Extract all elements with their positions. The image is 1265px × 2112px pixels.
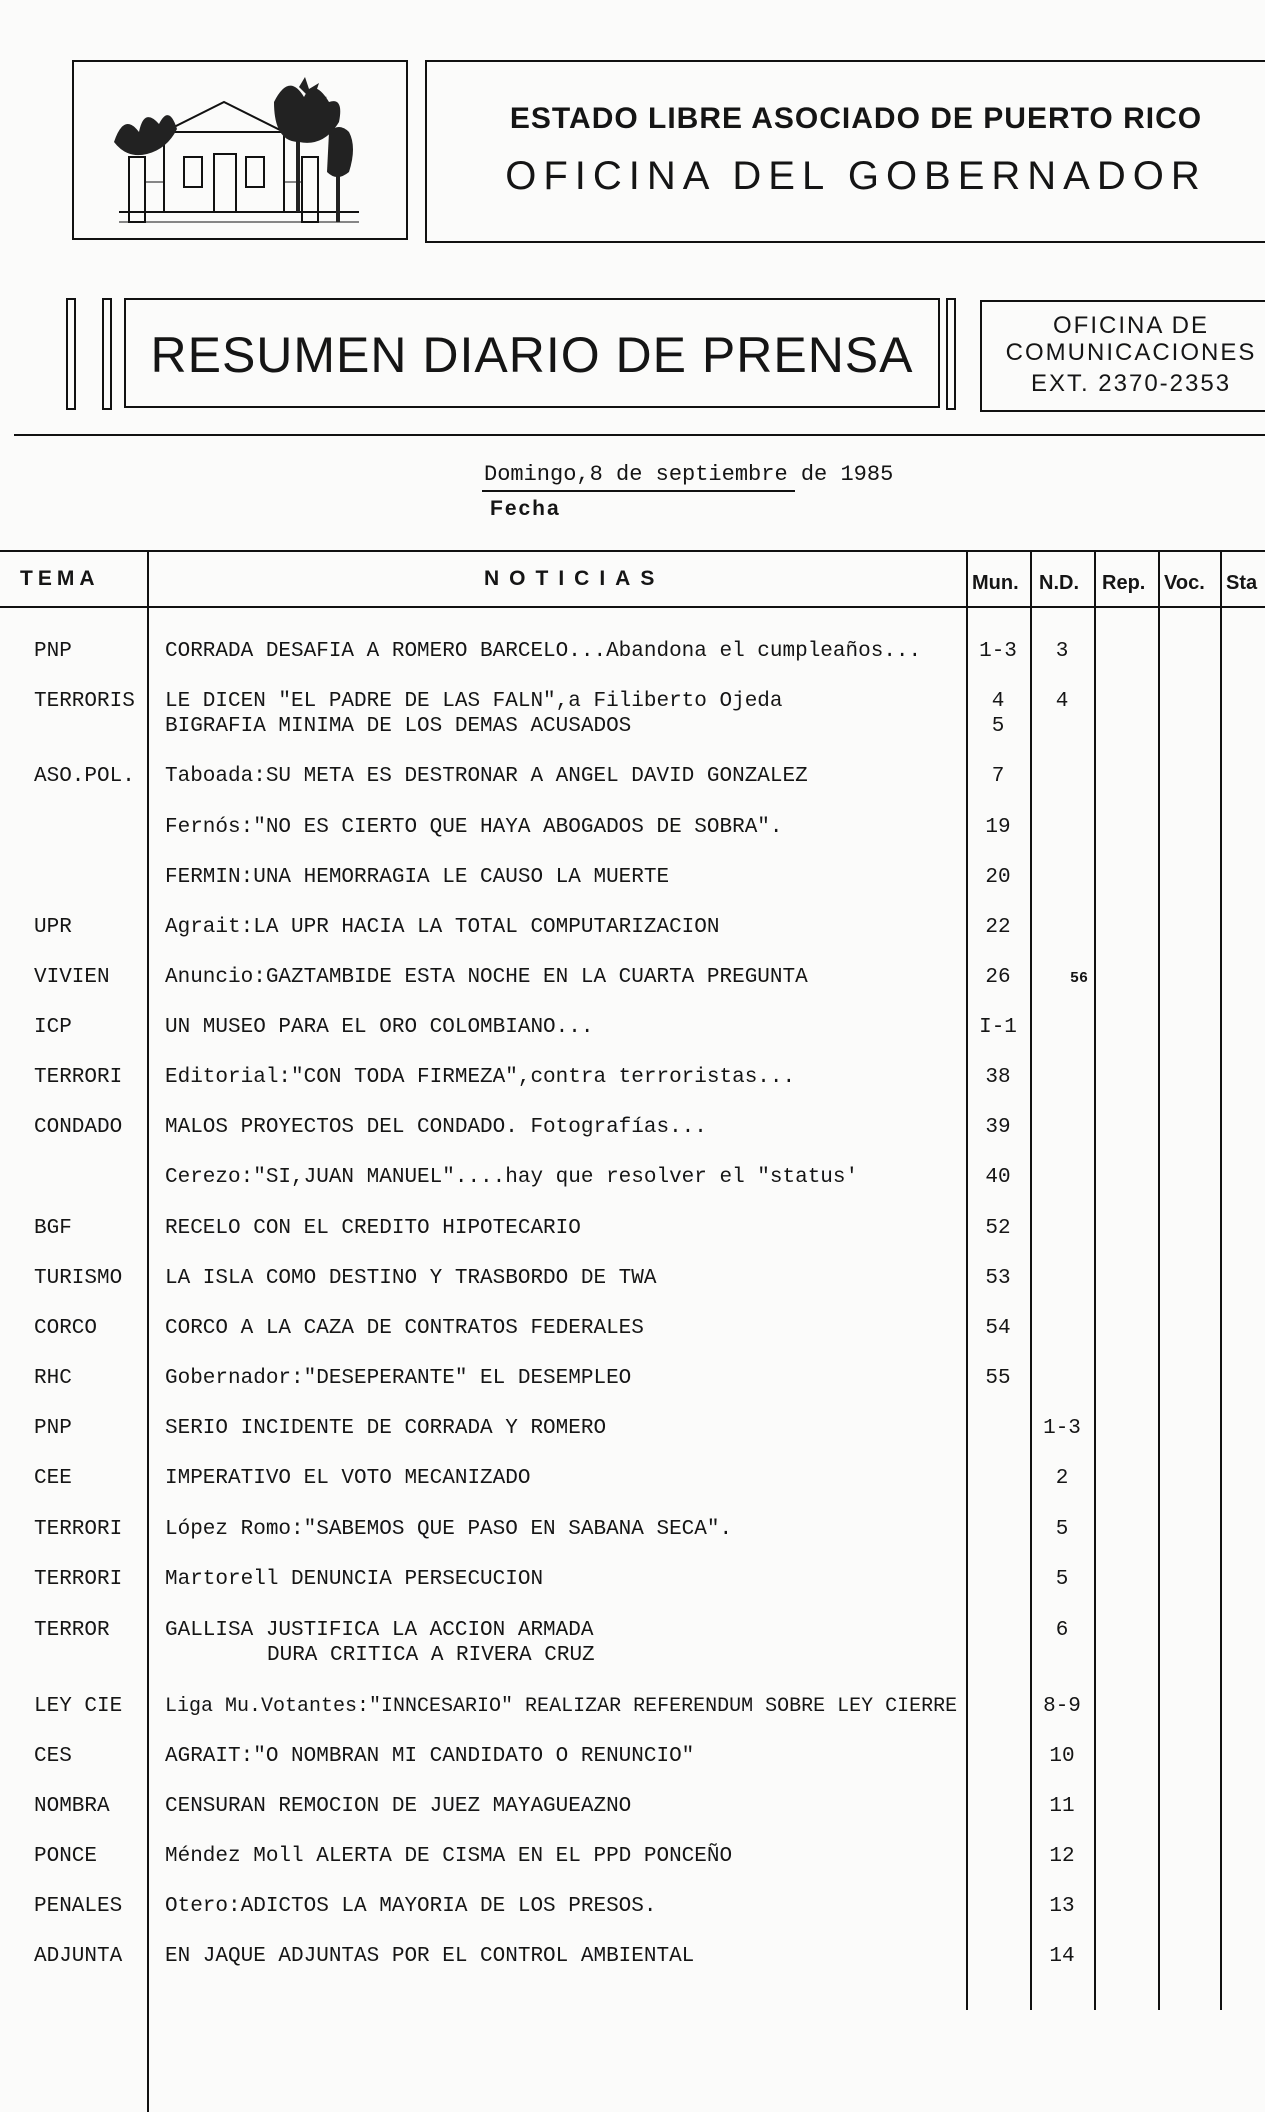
row-noticia: DURA CRITICA A RIVERA CRUZ — [267, 1644, 595, 1667]
row-nd: 5 — [1055, 1568, 1069, 1591]
row-nd: 8-9 — [1043, 1695, 1081, 1718]
letterhead-title-box — [425, 60, 1265, 243]
row-mun: 52 — [985, 1217, 1011, 1240]
row-noticia: BIGRAFIA MINIMA DE LOS DEMAS ACUSADOS — [165, 715, 632, 738]
header-noticias: NOTICIAS — [484, 567, 665, 590]
row-noticia: RECELO CON EL CREDITO HIPOTECARIO — [165, 1217, 581, 1240]
header-voc: Voc. — [1164, 572, 1205, 594]
row-mun: 7 — [991, 765, 1005, 788]
row-nd: 1-3 — [1043, 1417, 1081, 1440]
row-noticia: Taboada:SU META ES DESTRONAR A ANGEL DAVID GONZALEZ — [165, 765, 808, 788]
row-nd: 13 — [1049, 1895, 1075, 1918]
banner-title: RESUMEN DIARIO DE PRENSA — [150, 327, 914, 383]
header-mun: Mun. — [972, 572, 1019, 594]
row-tema: ADJUNTA — [34, 1945, 123, 1968]
row-tema: LEY CIE — [34, 1695, 123, 1718]
row-noticia: EN JAQUE ADJUNTAS POR EL CONTROL AMBIENTAL — [165, 1945, 695, 1968]
row-tema: TERRORI — [34, 1066, 123, 1089]
row-nd: 12 — [1049, 1845, 1075, 1868]
row-tema: CONDADO — [34, 1116, 123, 1139]
date-underline — [482, 490, 795, 492]
row-noticia: IMPERATIVO EL VOTO MECANIZADO — [165, 1467, 531, 1490]
row-tema: VIVIEN — [34, 966, 110, 989]
date-value: Domingo,8 de septiembre de 1985 — [484, 462, 894, 487]
row-tema: NOMBRA — [34, 1795, 110, 1818]
row-noticia: SERIO INCIDENTE DE CORRADA Y ROMERO — [165, 1417, 607, 1440]
row-mun: 1-3 — [979, 640, 1017, 663]
row-mun: 55 — [985, 1367, 1011, 1390]
state-name: ESTADO LIBRE ASOCIADO DE PUERTO RICO — [509, 102, 1203, 135]
row-noticia: Anuncio:GAZTAMBIDE ESTA NOCHE EN LA CUARTA PREGUNTA — [165, 966, 808, 989]
row-tema: UPR — [34, 916, 72, 939]
row-tema: PNP — [34, 1417, 72, 1440]
row-mun: 4 — [991, 690, 1005, 713]
row-noticia: Agrait:LA UPR HACIA LA TOTAL COMPUTARIZACION — [165, 916, 720, 939]
letterhead-logo-box — [72, 60, 408, 240]
table-top-border — [0, 550, 1265, 552]
row-noticia: Martorell DENUNCIA PERSECUCION — [165, 1568, 544, 1591]
row-nd: 2 — [1055, 1467, 1069, 1490]
header-nd: N.D. — [1039, 572, 1079, 594]
row-mun: 26 — [985, 966, 1011, 989]
row-mun: 5 — [991, 715, 1005, 738]
row-nd: 14 — [1049, 1945, 1075, 1968]
row-noticia: LE DICEN "EL PADRE DE LAS FALN",a Filiberto Ojeda — [165, 690, 783, 713]
row-noticia: Gobernador:"DESEPERANTE" EL DESEMPLEO — [165, 1367, 632, 1390]
row-mun: 53 — [985, 1267, 1011, 1290]
row-tema: TERRORI — [34, 1518, 123, 1541]
communications-box — [980, 300, 1265, 412]
row-tema: ICP — [34, 1016, 72, 1039]
row-tema: TERRORIS — [34, 690, 135, 713]
row-mun: 54 — [985, 1317, 1011, 1340]
rep-column-divider — [1158, 550, 1160, 2010]
tema-column-divider — [147, 550, 149, 2112]
row-nd: 6 — [1055, 1619, 1069, 1642]
comm-extension: EXT. 2370-2353 — [1030, 370, 1232, 397]
row-tema: CORCO — [34, 1317, 98, 1340]
row-tema: PNP — [34, 640, 72, 663]
row-nd: 10 — [1049, 1745, 1075, 1768]
row-tema: RHC — [34, 1367, 72, 1390]
row-tema: TURISMO — [34, 1267, 123, 1290]
header-tema: TEMA — [20, 567, 100, 590]
nd-column-divider — [1094, 550, 1096, 2010]
voc-column-divider — [1220, 550, 1222, 2010]
row-noticia: CENSURAN REMOCION DE JUEZ MAYAGUEAZNO — [165, 1795, 632, 1818]
row-nd: 56 — [1069, 970, 1088, 987]
fortaleza-illustration — [74, 62, 406, 238]
row-noticia: FERMIN:UNA HEMORRAGIA LE CAUSO LA MUERTE — [165, 866, 670, 889]
row-noticia: CORCO A LA CAZA DE CONTRATOS FEDERALES — [165, 1317, 644, 1340]
row-noticia: AGRAIT:"O NOMBRAN MI CANDIDATO O RENUNCIO" — [165, 1745, 695, 1768]
row-nd: 11 — [1049, 1795, 1075, 1818]
row-noticia: Fernós:"NO ES CIERTO QUE HAYA ABOGADOS DE SOBRA". — [165, 816, 783, 839]
header-separator — [14, 434, 1265, 436]
row-mun: I-1 — [979, 1016, 1017, 1039]
comm-office-line2: COMUNICACIONES — [1005, 339, 1257, 366]
row-mun: 19 — [985, 816, 1011, 839]
row-noticia: CORRADA DESAFIA A ROMERO BARCELO...Abandona el cumpleaños... — [165, 640, 922, 663]
row-noticia: Liga Mu.Votantes:"INNCESARIO" REALIZAR REFERENDUM SOBRE LEY CIERRE — [165, 1695, 958, 1718]
row-mun: 38 — [985, 1066, 1011, 1089]
row-tema: CEE — [34, 1467, 72, 1490]
row-noticia: López Romo:"SABEMOS QUE PASO EN SABANA SECA". — [165, 1518, 733, 1541]
row-noticia: Cerezo:"SI,JUAN MANUEL"....hay que resolver el "status' — [165, 1166, 859, 1189]
header-sta: Sta — [1226, 572, 1258, 594]
comm-office-line1: OFICINA DE — [1052, 312, 1210, 339]
row-mun: 40 — [985, 1166, 1011, 1189]
row-noticia: MALOS PROYECTOS DEL CONDADO. Fotografías... — [165, 1116, 707, 1139]
banner-box — [124, 298, 940, 408]
row-tema: ASO.POL. — [34, 765, 135, 788]
row-tema: BGF — [34, 1217, 72, 1240]
header-rep: Rep. — [1102, 572, 1146, 594]
row-nd: 4 — [1055, 690, 1069, 713]
mun-column-divider — [1030, 550, 1032, 2010]
row-mun: 39 — [985, 1116, 1011, 1139]
row-nd: 3 — [1055, 640, 1069, 663]
row-noticia: LA ISLA COMO DESTINO Y TRASBORDO DE TWA — [165, 1267, 657, 1290]
row-nd: 5 — [1055, 1518, 1069, 1541]
row-tema: PENALES — [34, 1895, 123, 1918]
row-mun: 22 — [985, 916, 1011, 939]
banner-bar-left-1 — [66, 298, 76, 410]
row-noticia: Otero:ADICTOS LA MAYORIA DE LOS PRESOS. — [165, 1895, 657, 1918]
banner-bar-right — [946, 298, 956, 410]
row-noticia: UN MUSEO PARA EL ORO COLOMBIANO... — [165, 1016, 594, 1039]
date-label: Fecha — [490, 497, 561, 520]
row-mun: 20 — [985, 866, 1011, 889]
row-tema: TERRORI — [34, 1568, 123, 1591]
row-tema: CES — [34, 1745, 72, 1768]
row-tema: PONCE — [34, 1845, 98, 1868]
banner-bar-left-2 — [102, 298, 112, 410]
row-tema: TERROR — [34, 1619, 110, 1642]
table-header-border — [0, 606, 1265, 608]
row-noticia: Editorial:"CON TODA FIRMEZA",contra terroristas... — [165, 1066, 796, 1089]
row-noticia: GALLISA JUSTIFICA LA ACCION ARMADA — [165, 1619, 594, 1642]
office-name: OFICINA DEL GOBERNADOR — [505, 154, 1207, 198]
row-noticia: Méndez Moll ALERTA DE CISMA EN EL PPD PONCEÑO — [165, 1845, 733, 1868]
